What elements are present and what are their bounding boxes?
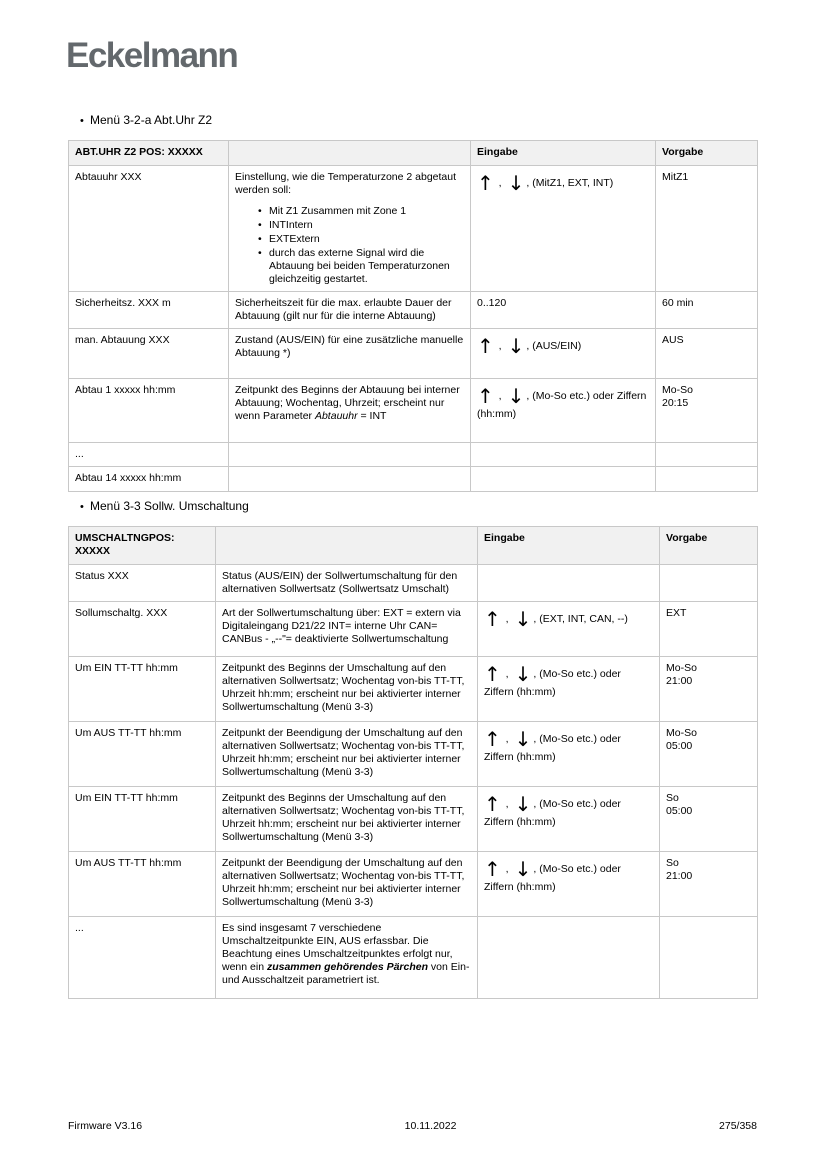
table-cell: [660, 787, 758, 852]
table-cell: [660, 657, 758, 722]
cell-paragraph: [235, 384, 464, 423]
cell-paragraph: [662, 384, 751, 410]
table-cell: [656, 379, 758, 443]
cell-paragraph: [662, 297, 751, 310]
table-cell: [69, 166, 229, 292]
section-title-label: Menü 3-2-a Abt.Uhr Z2: [90, 113, 213, 127]
text-run: Zeitpunkt der Beendigung der Umschaltung auf den alternativen Sollwertsatz; Wochentag von-bis TT-TT, Uhrzeit hh:mm; erscheint nur bei aktivierter interner Sollwertumschaltung (Menü 3-3): [222, 857, 465, 908]
text-run: Um AUS TT-TT hh:mm: [75, 857, 182, 869]
table-cell: [216, 657, 478, 722]
text-run: So: [666, 792, 679, 804]
table-cell: [471, 467, 656, 492]
text-run: Abtauuhr XXX: [75, 171, 142, 183]
table-header-cell: [656, 141, 758, 166]
text-run: Zeitpunkt des Beginns der Umschaltung auf den alternativen Sollwertsatz; Wochentag von-bis TT-TT, Uhrzeit hh:mm; erscheint nur bei aktivierter interner Sollwertumschaltung (Menü 3-3): [222, 792, 465, 843]
table-cell: [660, 917, 758, 999]
parameter-table: [68, 526, 758, 999]
emphasized-text: zusammen gehörendes Pärchen: [266, 961, 429, 973]
arrow-up-icon: ↑: [477, 171, 494, 195]
table-cell: [478, 787, 660, 852]
bullet-list-item: • Mit Z1 Zusammen mit Zone 1: [269, 205, 464, 218]
text-run: Mo-So: [666, 662, 697, 674]
text-run: Abtau 1 xxxxx hh:mm: [75, 384, 176, 396]
bullet-icon: •: [80, 501, 84, 513]
key-options-text: , (Mo-So etc.) oder Ziffern (hh:mm): [484, 668, 621, 698]
table-row: [69, 166, 758, 292]
table-cell: [660, 565, 758, 602]
cell-paragraph: [75, 607, 209, 620]
table-cell: [216, 917, 478, 999]
table-row: [69, 722, 758, 787]
cell-paragraph: [75, 448, 222, 461]
key-input-hint: ↑ , ↓ , (Mo-So etc.) oder Ziffern (hh:mm): [484, 857, 621, 893]
table-cell: [69, 292, 229, 329]
table-row: [69, 565, 758, 602]
table-cell: [69, 657, 216, 722]
text-run: AUS: [662, 334, 684, 346]
cell-paragraph: [222, 607, 471, 646]
text-run: ...: [75, 922, 84, 934]
table-header-cell: [660, 527, 758, 565]
table-header-cell: [478, 527, 660, 565]
text-run: Um AUS TT-TT hh:mm: [75, 727, 182, 739]
table-header-cell: [69, 141, 229, 166]
table-cell: [478, 657, 660, 722]
table-cell: [478, 917, 660, 999]
key-input-hint: ↑ , ↓ , (MitZ1, EXT, INT): [477, 171, 614, 195]
cell-paragraph: [235, 297, 464, 323]
table-cell: [656, 467, 758, 492]
cell-paragraph: [75, 857, 209, 870]
table-cell: [478, 602, 660, 657]
key-options-text: , (MitZ1, EXT, INT): [526, 177, 614, 189]
key-input-hint: ↑ , ↓ , (Mo-So etc.) oder Ziffern (hh:mm): [484, 727, 621, 763]
arrow-down-icon: ↓: [514, 792, 532, 816]
text-run: Vorgabe: [662, 146, 704, 158]
cell-paragraph: [75, 662, 209, 675]
table-cell: [656, 443, 758, 467]
table-cell: [471, 329, 656, 379]
text-run: von Ein- und Ausschaltzeit parametriert ist.: [222, 961, 470, 986]
text-run: Eingabe: [477, 146, 518, 158]
text-run: Zeitpunkt des Beginns der Umschaltung auf den alternativen Sollwertsatz; Wochentag von-bis TT-TT, Uhrzeit hh:mm; erscheint nur bei aktivierter interner Sollwertumschaltung (Menü 3-3): [222, 662, 465, 713]
table-cell: [478, 565, 660, 602]
cell-paragraph: [222, 662, 471, 714]
text-run: 60 min: [662, 297, 694, 309]
table-row: [69, 852, 758, 917]
key-input-hint: ↑ , ↓ , (Mo-So etc.) oder Ziffern (hh:mm): [477, 384, 647, 420]
section: [68, 498, 757, 999]
table-header-cell: [229, 141, 471, 166]
table-row: [69, 443, 758, 467]
arrow-down-icon: ↓: [514, 662, 532, 686]
arrow-up-icon: ↑: [484, 857, 501, 881]
arrow-up-icon: ↑: [484, 662, 501, 686]
cell-paragraph: [222, 922, 471, 987]
table-cell: [660, 722, 758, 787]
eckelmann-logo: Eckelmann: [66, 36, 238, 75]
arrow-down-icon: ↓: [514, 607, 532, 631]
text-run: Status XXX: [75, 570, 129, 582]
text-run: EXT: [666, 607, 687, 619]
text-run: Eingabe: [484, 532, 525, 544]
table-cell: [216, 852, 478, 917]
cell-paragraph: [222, 857, 471, 909]
sections-container: [68, 112, 757, 999]
table-cell: [471, 166, 656, 292]
arrow-down-icon: ↓: [514, 857, 532, 881]
bullet-list-item: • durch das externe Signal wird die Abtauung bei beiden Temperaturzonen gleichzeitig gestartet.: [269, 247, 464, 286]
text-run: Sicherheitsz. XXX m: [75, 297, 171, 309]
table-cell: [69, 852, 216, 917]
table-cell: [216, 722, 478, 787]
footer-firmware-version: Firmware V3.16: [68, 1120, 143, 1132]
cell-paragraph: [222, 792, 471, 844]
arrow-down-icon: ↓: [507, 384, 525, 408]
cell-paragraph: [662, 171, 751, 184]
text-run: MitZ1: [662, 171, 689, 183]
table-cell: [216, 565, 478, 602]
table-cell: [69, 722, 216, 787]
section-title: [68, 498, 757, 516]
key-options-text: , (EXT, INT, CAN, --): [533, 613, 628, 625]
table-cell: [229, 166, 471, 292]
text-run: Zeitpunkt der Beendigung der Umschaltung auf den alternativen Sollwertsatz; Wochentag von-bis TT-TT, Uhrzeit hh:mm; erscheint nur bei aktivierter interner Sollwertumschaltung (Menü 3-3): [222, 727, 465, 778]
cell-paragraph: [477, 297, 649, 310]
key-options-text: , (Mo-So etc.) oder Ziffern (hh:mm): [477, 390, 647, 420]
table-header-row: [69, 527, 758, 565]
table-cell: [471, 292, 656, 329]
cell-paragraph: [666, 662, 751, 688]
key-options-text: , (Mo-So etc.) oder Ziffern (hh:mm): [484, 863, 621, 893]
cell-paragraph: [222, 570, 471, 596]
table-cell: [69, 565, 216, 602]
key-input-hint: ↑ , ↓ , (EXT, INT, CAN, --): [484, 607, 628, 631]
cell-paragraph: [75, 171, 222, 184]
section-title-label: Menü 3-3 Sollw. Umschaltung: [90, 499, 249, 513]
key-options-text: , (Mo-So etc.) oder Ziffern (hh:mm): [484, 733, 621, 763]
text-run: 05:00: [666, 740, 693, 752]
table-header-cell: [69, 527, 216, 565]
table-cell: [69, 467, 229, 492]
footer-page-number: 275/358: [719, 1120, 757, 1132]
arrow-down-icon: ↓: [507, 334, 525, 358]
table-cell: [229, 292, 471, 329]
cell-paragraph: [75, 334, 222, 347]
key-options-text: , (AUS/EIN): [526, 340, 582, 352]
section-title: [68, 112, 757, 130]
key-input-hint: ↑ , ↓ , (AUS/EIN): [477, 334, 582, 358]
text-run: Mo-So: [662, 384, 693, 396]
cell-paragraph: [75, 384, 222, 397]
table-row: [69, 787, 758, 852]
arrow-down-icon: ↓: [514, 727, 532, 751]
text-run: XXXXX: [75, 545, 111, 557]
section: [68, 112, 757, 492]
table-cell: [69, 602, 216, 657]
table-cell: [69, 917, 216, 999]
table-row: [69, 467, 758, 492]
text-run: Sollumschaltg. XXX: [75, 607, 168, 619]
text-run: 20:15: [662, 397, 689, 409]
text-run: Es sind insgesamt 7 verschiedene Umschaltzeitpunkte EIN, AUS erfassbar. Die Beachtung eines Umschaltzeitpunktes erfolgt nur, wenn ein: [222, 922, 453, 973]
table-cell: [216, 787, 478, 852]
text-run: Sicherheitszeit für die max. erlaubte Dauer der Abtauung (gilt nur für die interne Abtauung): [235, 297, 452, 322]
table-cell: [660, 852, 758, 917]
arrow-up-icon: ↑: [484, 607, 501, 631]
table-header-cell: [471, 141, 656, 166]
text-run: 21:00: [666, 870, 693, 882]
cell-paragraph: [75, 297, 222, 310]
cell-paragraph: [666, 857, 751, 883]
cell-paragraph: [75, 792, 209, 805]
table-header-cell: [216, 527, 478, 565]
cell-paragraph: [235, 334, 464, 360]
text-run: = INT: [357, 410, 387, 422]
table-row: [69, 602, 758, 657]
text-run: ABT.UHR Z2 POS: XXXXX: [75, 146, 203, 158]
bullet-list: [235, 205, 464, 286]
arrow-up-icon: ↑: [484, 792, 501, 816]
table-cell: [229, 443, 471, 467]
arrow-up-icon: ↑: [484, 727, 501, 751]
table-row: [69, 917, 758, 999]
text-run: ...: [75, 448, 84, 460]
table-cell: [660, 602, 758, 657]
cell-paragraph: [666, 792, 751, 818]
text-run: UMSCHALTNGPOS:: [75, 532, 175, 544]
key-options-text: , (Mo-So etc.) oder Ziffern (hh:mm): [484, 798, 621, 828]
bullet-icon: •: [80, 115, 84, 127]
table-cell: [69, 329, 229, 379]
table-cell: [471, 443, 656, 467]
arrow-up-icon: ↑: [477, 334, 494, 358]
table-cell: [69, 787, 216, 852]
table-cell: [229, 467, 471, 492]
table-cell: [478, 852, 660, 917]
text-run: Abtau 14 xxxxx hh:mm: [75, 472, 182, 484]
footer-date: 10.11.2022: [404, 1120, 457, 1132]
text-run: So: [666, 857, 679, 869]
table-cell: [229, 329, 471, 379]
emphasized-text: Abtauuhr: [314, 410, 358, 422]
table-cell: [656, 292, 758, 329]
text-run: Status (AUS/EIN) der Sollwertumschaltung für den alternativen Sollwertsatz (Sollwertsatz Umschalt): [222, 570, 458, 595]
table-cell: [69, 379, 229, 443]
bullet-list-item: • EXTExtern: [269, 233, 464, 246]
text-run: 21:00: [666, 675, 693, 687]
text-run: Um EIN TT-TT hh:mm: [75, 792, 178, 804]
cell-paragraph: [666, 727, 751, 753]
bullet-list-item: • INTIntern: [269, 219, 464, 232]
text-run: Einstellung, wie die Temperaturzone 2 abgetaut werden soll:: [235, 171, 457, 196]
table-cell: [656, 166, 758, 292]
cell-paragraph: [75, 472, 222, 485]
text-run: Art der Sollwertumschaltung über: EXT = extern via Digitaleingang D21/22 INT= interne Uhr CAN= CANBus - „--"= deaktivierte Sollwertumschaltung: [222, 607, 461, 645]
key-input-hint: ↑ , ↓ , (Mo-So etc.) oder Ziffern (hh:mm): [484, 662, 621, 698]
arrow-up-icon: ↑: [477, 384, 494, 408]
cell-paragraph: [666, 607, 751, 620]
cell-paragraph: [662, 334, 751, 347]
table-row: [69, 292, 758, 329]
table-cell: [656, 329, 758, 379]
parameter-table: [68, 140, 758, 492]
text-run: Um EIN TT-TT hh:mm: [75, 662, 178, 674]
table-cell: [69, 443, 229, 467]
cell-paragraph: [75, 727, 209, 740]
text-run: Vorgabe: [666, 532, 708, 544]
table-header-row: [69, 141, 758, 166]
text-run: 0..120: [477, 297, 507, 309]
text-run: man. Abtauung XXX: [75, 334, 170, 346]
table-row: [69, 379, 758, 443]
page-footer: [68, 1120, 757, 1132]
cell-paragraph: [75, 922, 209, 935]
table-cell: [229, 379, 471, 443]
table-row: [69, 329, 758, 379]
text-run: Zeitpunkt des Beginns der Abtauung bei interner Abtauung; Wochentag, Uhrzeit; erscheint nur wenn Parameter: [235, 384, 460, 422]
table-row: [69, 657, 758, 722]
table-cell: [216, 602, 478, 657]
text-run: Mo-So: [666, 727, 697, 739]
table-cell: [471, 379, 656, 443]
cell-paragraph: [235, 171, 464, 197]
text-run: 05:00: [666, 805, 693, 817]
cell-paragraph: [75, 570, 209, 583]
key-input-hint: ↑ , ↓ , (Mo-So etc.) oder Ziffern (hh:mm): [484, 792, 621, 828]
table-cell: [478, 722, 660, 787]
arrow-down-icon: ↓: [507, 171, 525, 195]
text-run: Zustand (AUS/EIN) für eine zusätzliche manuelle Abtauung *): [235, 334, 464, 359]
cell-paragraph: [222, 727, 471, 779]
